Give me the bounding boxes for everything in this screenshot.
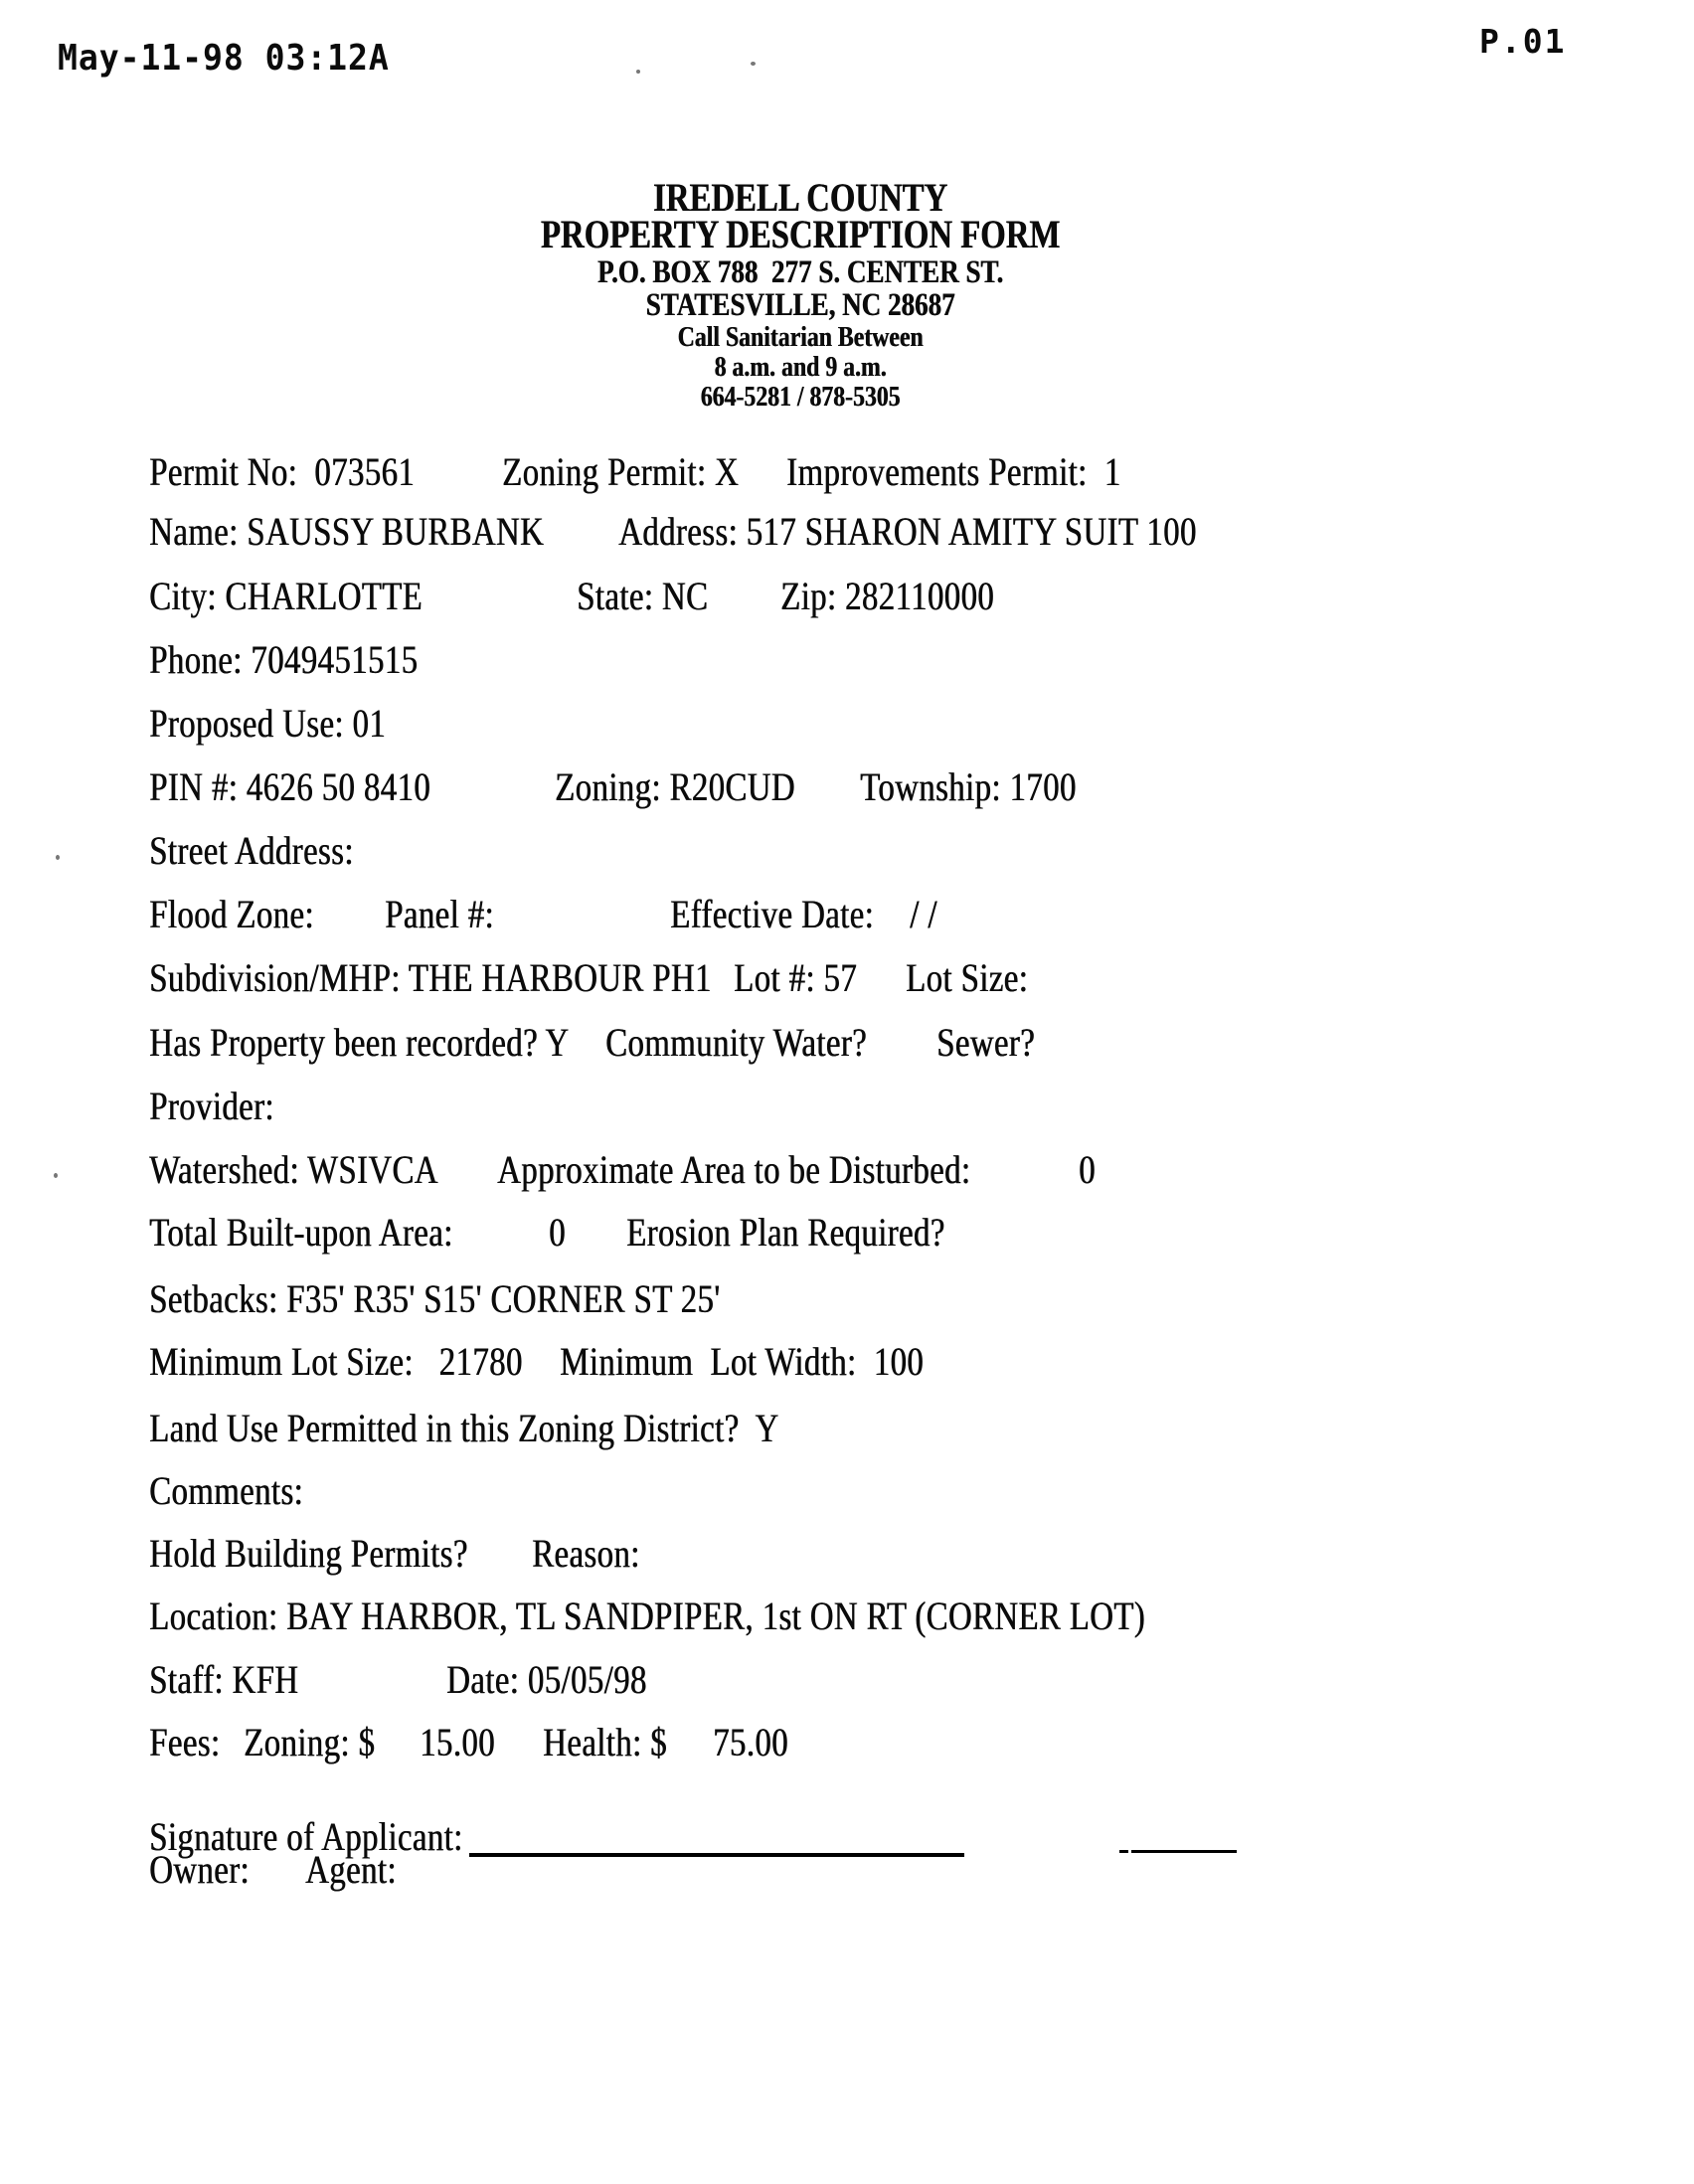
zoning-fee-field: Zoning: $: [244, 1720, 376, 1764]
improvements-permit-field: Improvements Permit: 1: [786, 449, 1121, 494]
lot-no-field: Lot #: 57: [734, 955, 857, 1000]
setbacks-field: Setbacks: F35' R35' S15' CORNER ST 25': [149, 1276, 721, 1321]
permit-no-field: Permit No: 073561: [149, 449, 416, 494]
city-field: City: CHARLOTTE: [149, 574, 423, 618]
health-fee-value: 75.00: [713, 1720, 788, 1764]
community-water-field: Community Water?: [605, 1020, 867, 1065]
comments-field: Comments:: [149, 1468, 303, 1513]
date-field: Date: 05/05/98: [446, 1657, 647, 1702]
township-field: Township: 1700: [860, 764, 1077, 809]
built-upon-area-value: 0: [549, 1210, 566, 1255]
provider-field: Provider:: [149, 1084, 274, 1128]
reason-field: Reason:: [532, 1531, 640, 1576]
letterhead-city-state-zip: STATESVILLE, NC 28687: [645, 287, 955, 323]
area-disturbed-value: 0: [1079, 1147, 1096, 1192]
state-field: State: NC: [577, 574, 709, 618]
letterhead: [452, 175, 1148, 413]
signature-line: [469, 1853, 964, 1857]
scan-speck: [751, 62, 756, 66]
zip-field: Zip: 282110000: [780, 574, 994, 618]
hold-permits-field: Hold Building Permits?: [149, 1531, 468, 1576]
min-lot-size-field: Minimum Lot Size: 21780: [149, 1339, 523, 1384]
owner-label: Owner:: [149, 1847, 250, 1892]
fax-page-number: P.01: [1479, 22, 1567, 61]
proposed-use-field: Proposed Use: 01: [149, 701, 386, 746]
built-upon-area-field: Total Built-upon Area:: [149, 1210, 453, 1255]
staff-field: Staff: KFH: [149, 1657, 299, 1702]
street-address-field: Street Address:: [149, 828, 354, 873]
zoning-permit-field: Zoning Permit: X: [502, 449, 739, 494]
name-field: Name: SAUSSY BURBANK: [149, 509, 544, 554]
flood-zone-field: Flood Zone:: [149, 892, 314, 936]
scan-speck: [54, 1173, 58, 1178]
call-note-line1: Call Sanitarian Between: [677, 321, 924, 353]
address-field: Address: 517 SHARON AMITY SUIT 100: [618, 509, 1197, 554]
phone-field: Phone: 7049451515: [149, 637, 419, 682]
location-field: Location: BAY HARBOR, TL SANDPIPER, 1st ON RT (CORNER LOT): [149, 1594, 1145, 1638]
letterhead-address: P.O. BOX 788 277 S. CENTER ST.: [596, 254, 1004, 290]
min-lot-width-field: Minimum Lot Width: 100: [560, 1339, 925, 1384]
effective-date-field: Effective Date:: [670, 892, 874, 936]
signature-of-applicant-label: Signature of Applicant:: [149, 1814, 463, 1859]
area-disturbed-field: Approximate Area to be Disturbed:: [497, 1147, 971, 1192]
call-note-line2: 8 a.m. and 9 a.m.: [714, 351, 887, 383]
fees-label: Fees:: [149, 1720, 221, 1764]
property-recorded-field: Has Property been recorded? Y: [149, 1020, 570, 1065]
effective-date-value: / /: [910, 892, 937, 936]
form-title: PROPERTY DESCRIPTION FORM: [540, 212, 1061, 256]
signature-line-short: [1119, 1850, 1237, 1853]
zoning-fee-value: 15.00: [420, 1720, 495, 1764]
pin-field: PIN #: 4626 50 8410: [149, 764, 430, 809]
scan-speck: [56, 855, 60, 860]
lot-size-field: Lot Size:: [906, 955, 1029, 1000]
scan-speck: [636, 70, 640, 74]
agent-label: Agent:: [305, 1847, 397, 1892]
county-name: IREDELL COUNTY: [652, 175, 948, 220]
letterhead-phone-numbers: 664-5281 / 878-5305: [700, 381, 901, 413]
zoning-field: Zoning: R20CUD: [555, 764, 795, 809]
subdivision-mhp-field: Subdivision/MHP: THE HARBOUR PH1: [149, 955, 712, 1000]
health-fee-field: Health: $: [543, 1720, 667, 1764]
watershed-field: Watershed: WSIVCA: [149, 1147, 438, 1192]
erosion-plan-field: Erosion Plan Required?: [626, 1210, 945, 1255]
panel-no-field: Panel #:: [385, 892, 494, 936]
sewer-field: Sewer?: [936, 1020, 1035, 1065]
fax-timestamp: May-11-98 03:12A: [58, 38, 390, 79]
land-use-permitted-field: Land Use Permitted in this Zoning District? Y: [149, 1406, 779, 1450]
